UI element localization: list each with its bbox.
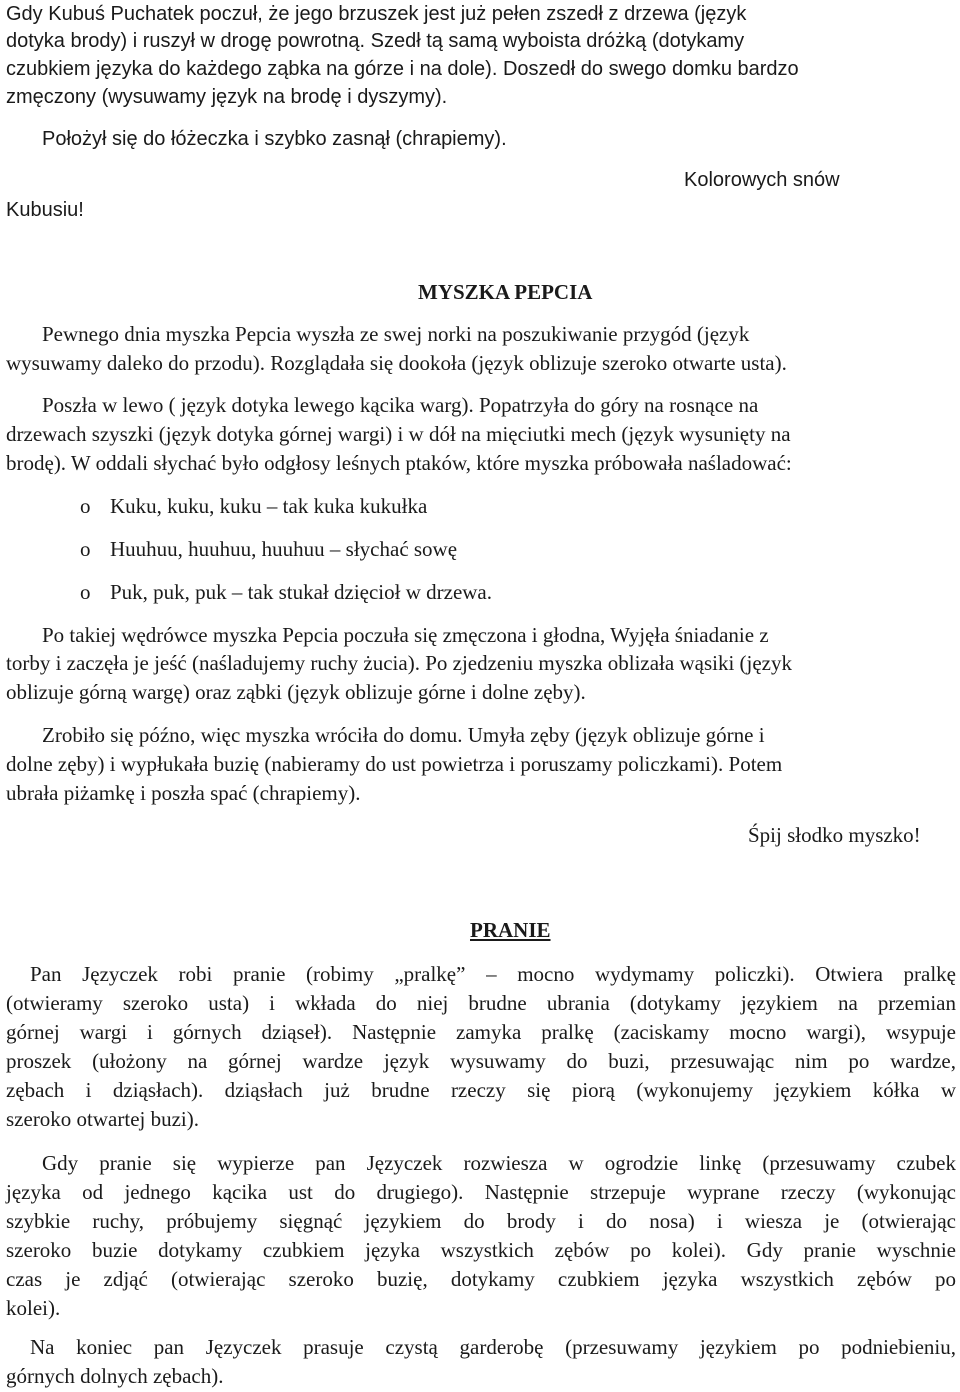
myszka-line-4: drzewach szyszki (język dotyka górnej wargi) i w dół na mięciutki mech (język wysunięty na <box>6 422 791 446</box>
pranie-p2-line-2: języka od jednego kącika ust do drugiego). Następnie strzepuje wyprane rzeczy (wykonując <box>6 1180 956 1204</box>
pranie-p1-line-6: szeroko otwartej buzi). <box>6 1107 200 1131</box>
kubus-closing-left: Kubusiu! <box>6 199 84 221</box>
myszka-p3-line-3: ubrała piżamkę i poszła spać (chrapiemy). <box>6 781 361 805</box>
kubus-closing-right: Kolorowych snów <box>684 169 840 191</box>
myszka-line-2: wysuwamy daleko do przodu). Rozglądała się dookoła (język oblizuje szeroko otwarte usta). <box>6 351 787 375</box>
pranie-p1-line-2: (otwieramy szeroko usta) i wkłada do niej brudne ubrania (dotykamy językiem na przemian <box>6 991 956 1015</box>
pranie-p1-line-5: zębach i dziąsłach). dziąsłach już brudne rzeczy się piorą (wykonujemy językiem kółka w <box>6 1078 956 1102</box>
bullet-marker: o <box>80 537 91 561</box>
kubus-line-4: zmęczony (wysuwamy język na brodę i dyszymy). <box>6 86 448 108</box>
bullet-item: Puk, puk, puk – tak stukał dzięcioł w drzewa. <box>110 580 492 604</box>
kubus-line-3: czubkiem języka do każdego ząbka na górze i na dole). Doszedł do swego domku bardzo <box>6 58 799 80</box>
bullet-item: Kuku, kuku, kuku – tak kuka kukułka <box>110 494 428 518</box>
pranie-p3-line-2: górnych dolnych zębach). <box>6 1364 224 1388</box>
myszka-line-1: Pewnego dnia myszka Pepcia wyszła ze swej norki na poszukiwanie przygód (język <box>42 322 750 346</box>
pranie-p2-line-3: szybkie ruchy, próbujemy sięgnąć językiem do brody i do nosa) i wiesza je (otwierając <box>6 1209 956 1233</box>
pranie-p2-line-6: kolei). <box>6 1296 61 1320</box>
pranie-p2-line-1: Gdy pranie się wypierze pan Języczek rozwiesza w ogrodzie linkę (przesuwamy czubek <box>42 1151 956 1175</box>
myszka-p2-line-2: torby i zaczęła je jeść (naśladujemy ruchy żucia). Po zjedzeniu myszka oblizała wąsiki (język <box>6 651 793 675</box>
myszka-closing: Śpij słodko myszko! <box>748 823 921 847</box>
pranie-p1-line-4: proszek (ułożony na górnej wardze język wysuwamy do buzi, przesuwając nim po wardze, <box>6 1049 956 1073</box>
bullet-marker: o <box>80 494 91 518</box>
myszka-p2-line-3: oblizuje górną wargę) oraz ząbki (język oblizuje górne i dolne zęby). <box>6 680 586 704</box>
pranie-p2-line-4: szeroko buzie dotykamy czubkiem języka wszystkich zębów po kolei). Gdy pranie wyschnie <box>6 1238 956 1262</box>
pranie-title: PRANIE <box>470 918 551 942</box>
kubus-slept-line: Położył się do łóżeczka i szybko zasnął (chrapiemy). <box>42 128 507 150</box>
myszka-title: MYSZKA PEPCIA <box>418 280 593 304</box>
myszka-p3-line-1: Zrobiło się późno, więc myszka wróciła do domu. Umyła zęby (język oblizuje górne i <box>42 723 765 747</box>
pranie-p1-line-1: Pan Języczek robi pranie (robimy „pralkę” – mocno wydymamy policzki). Otwiera pralkę <box>30 962 956 986</box>
kubus-line-1: Gdy Kubuś Puchatek poczuł, że jego brzuszek jest już pełen zszedł z drzewa (język <box>6 3 747 25</box>
myszka-p2-line-1: Po takiej wędrówce myszka Pepcia poczuła się zmęczona i głodna, Wyjęła śniadanie z <box>42 623 769 647</box>
bullet-item: Huuhuu, huuhuu, huuhuu – słychać sowę <box>110 537 458 561</box>
bullet-marker: o <box>80 580 91 604</box>
pranie-p3-line-1: Na koniec pan Języczek prasuje czystą garderobę (przesuwamy językiem po podniebieniu, <box>30 1335 956 1359</box>
myszka-line-5: brodę). W oddali słychać było odgłosy leśnych ptaków, które myszka próbowała naśladować: <box>6 451 792 475</box>
pranie-p1-line-3: górnej wargi i górnych dziąseł). Następnie zamyka pralkę (zaciskamy mocno wargi), wsypuje <box>6 1020 956 1044</box>
myszka-p3-line-2: dolne zęby) i wypłukała buzię (nabieramy do ust powietrza i poruszamy policzkami). Potem <box>6 752 783 776</box>
kubus-line-2: dotyka brody) i ruszył w drogę powrotną. Szedł tą samą wyboista dróżką (dotykamy <box>6 30 745 52</box>
myszka-line-3: Poszła w lewo ( język dotyka lewego kącika warg). Popatrzyła do góry na rosnące na <box>42 393 759 417</box>
pranie-p2-line-5: czas je zdjąć (otwierając szeroko buzię, dotykamy czubkiem języka wszystkich zębów po <box>6 1267 956 1291</box>
